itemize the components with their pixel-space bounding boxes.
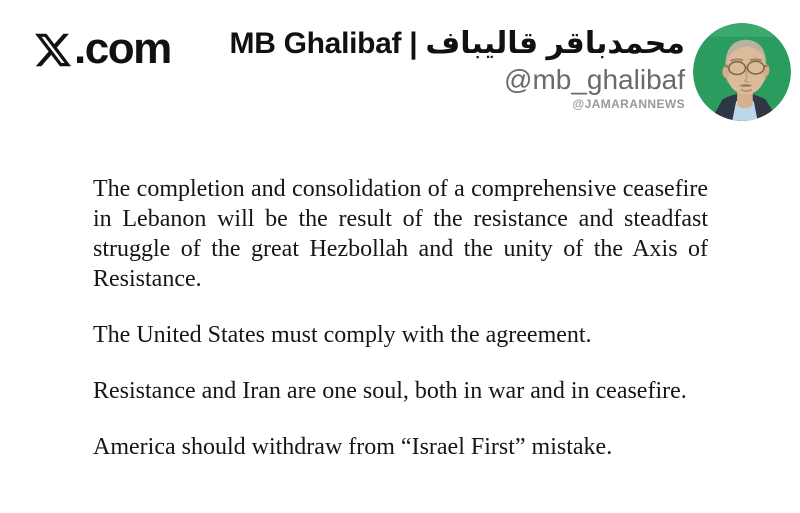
watermark-credit: @JAMARANNEWS bbox=[572, 97, 685, 112]
user-handle[interactable]: @mb_ghalibaf bbox=[504, 63, 685, 95]
post-paragraph: Resistance and Iran are one soul, both in war and in ceasefire. bbox=[93, 378, 687, 404]
avatar[interactable] bbox=[693, 23, 791, 121]
post-body bbox=[93, 174, 708, 488]
display-name[interactable]: MB Ghalibaf | محمدباقر قالیباف bbox=[229, 27, 685, 60]
post-paragraph: America should withdraw from “Israel First” mistake. bbox=[93, 434, 613, 460]
xcom-logo[interactable] bbox=[33, 24, 171, 73]
x-logo-icon bbox=[33, 30, 73, 70]
post-paragraph: The completion and consolidation of a comprehensive ceasefire in Lebanon will be the result of the resistance and steadfast struggle of the great Hezbollah and the unity of the Axis of Resistance. bbox=[93, 176, 708, 292]
xcom-label: .com bbox=[74, 24, 171, 73]
post-paragraph: The United States must comply with the agreement. bbox=[93, 322, 592, 348]
avatar-portrait-icon bbox=[693, 23, 791, 121]
profile-header bbox=[230, 27, 685, 111]
